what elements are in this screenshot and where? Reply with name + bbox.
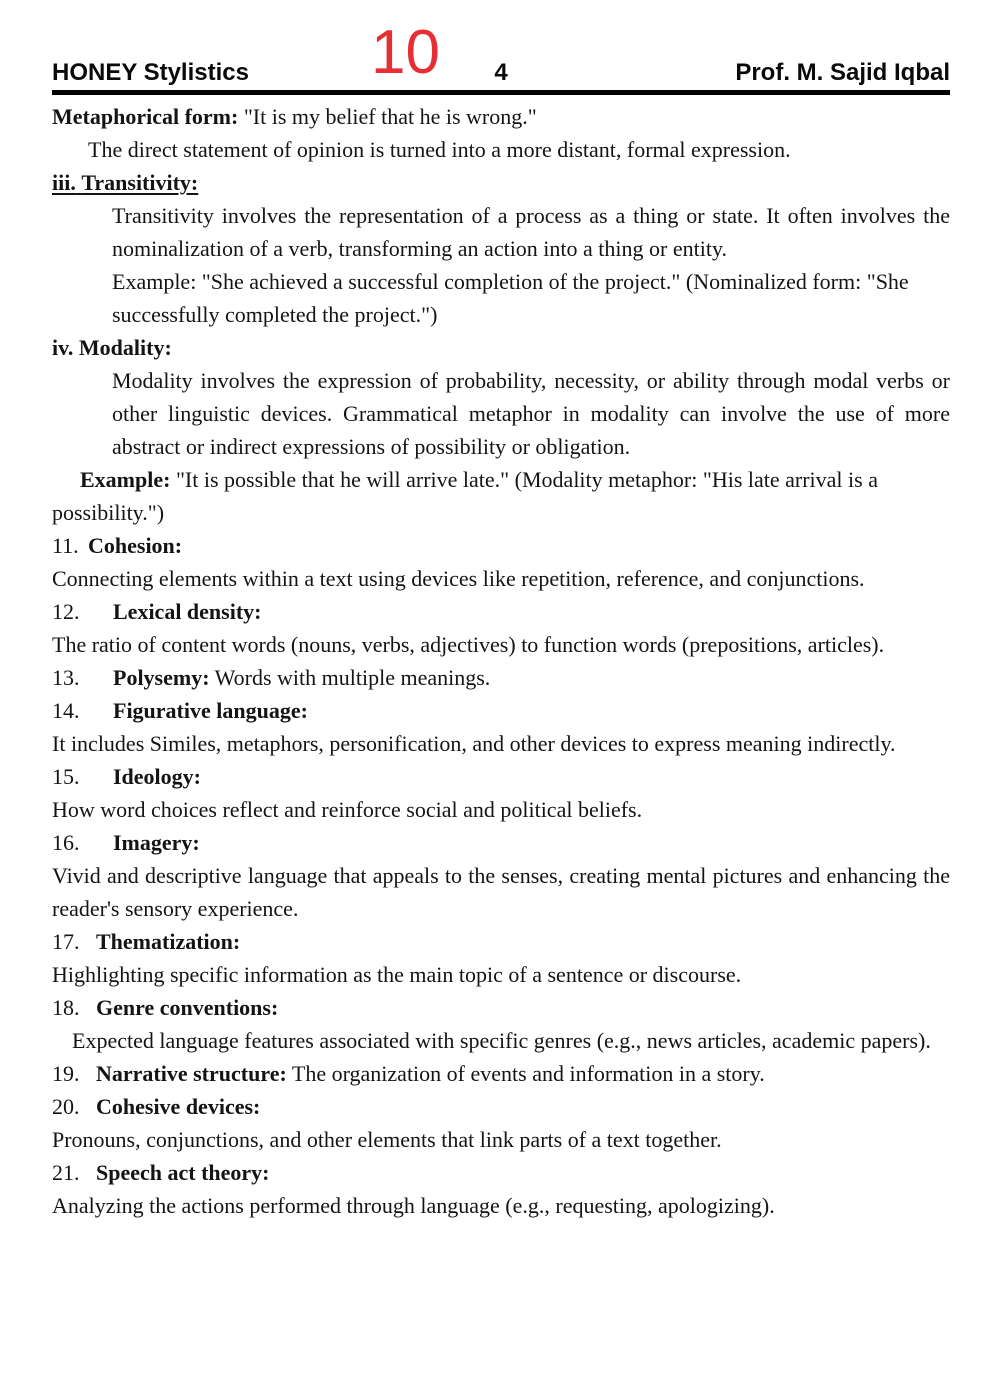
item-head — [52, 760, 950, 793]
list-item — [52, 1057, 950, 1090]
list-item — [52, 595, 950, 661]
modality-example-text: "It is possible that he will arrive late." (Modality metaphor: "His late arrival is a possibility.") — [52, 467, 878, 525]
item-number: 19. — [52, 1061, 80, 1086]
metaphorical-form-desc: The direct statement of opinion is turned into a more distant, formal expression. — [88, 137, 791, 162]
item-label: Thematization: — [96, 929, 241, 954]
item-desc: Highlighting specific information as the main topic of a sentence or discourse. — [52, 962, 742, 987]
item-inline-text: Words with multiple meanings. — [214, 665, 491, 690]
item-desc: It includes Similes, metaphors, personification, and other devices to express meaning indirectly. — [52, 731, 896, 756]
item-head — [52, 1090, 950, 1123]
item-desc: Vivid and descriptive language that appeals to the senses, creating mental pictures and enhancing the reader's sensory experience. — [52, 863, 950, 921]
list-item — [52, 661, 950, 694]
item-label: Speech act theory: — [96, 1160, 270, 1185]
item-head — [52, 925, 950, 958]
item-label: Cohesion: — [88, 533, 183, 558]
item-number: 16. — [52, 830, 80, 855]
transitivity-block — [112, 199, 950, 331]
heading-modality — [52, 331, 950, 364]
item-number: 20. — [52, 1094, 80, 1119]
modality-example-line — [52, 463, 950, 529]
transitivity-example: Example: "She achieved a successful completion of the project." (Nominalized form: "She successfully completed the project.") — [112, 269, 909, 327]
item-label: Ideology: — [113, 764, 201, 789]
list-item — [52, 826, 950, 925]
item-head — [52, 529, 950, 562]
heading-modality-label: Modality: — [78, 335, 172, 360]
header-author: Prof. M. Sajid Iqbal — [735, 59, 950, 86]
item-head — [52, 1156, 950, 1189]
item-number: 13. — [52, 665, 80, 690]
item-inline-text: The organization of events and information in a story. — [291, 1061, 765, 1086]
list-item — [52, 991, 950, 1057]
item-label: Narrative structure: — [96, 1061, 287, 1086]
item-number: 18. — [52, 995, 80, 1020]
item-head — [52, 661, 950, 694]
modality-paragraph: Modality involves the expression of probability, necessity, or ability through modal verbs or other linguistic devices. Grammatical metaphor in modality can involve the use of more abstract or indirect expressions of possibility or obligation. — [112, 368, 950, 459]
item-desc: Connecting elements within a text using devices like repetition, reference, and conjunctions. — [52, 566, 865, 591]
item-head — [52, 694, 950, 727]
item-label: Figurative language: — [113, 698, 308, 723]
header-title: HONEY Stylistics — [52, 59, 249, 86]
page-header — [52, 58, 950, 95]
item-label: Genre conventions: — [96, 995, 279, 1020]
item-number: 21. — [52, 1160, 80, 1185]
item-desc: The ratio of content words (nouns, verbs, adjectives) to function words (prepositions, articles). — [52, 632, 885, 657]
header-page-number: 4 — [494, 59, 508, 86]
item-number: 15. — [52, 764, 80, 789]
item-desc: Analyzing the actions performed through language (e.g., requesting, apologizing). — [52, 1193, 775, 1218]
list-item — [52, 760, 950, 826]
item-desc: Expected language features associated with specific genres (e.g., news articles, academic papers). — [72, 1028, 931, 1053]
item-label: Lexical density: — [113, 599, 262, 624]
heading-modality-num: iv. — [52, 335, 74, 360]
item-label: Cohesive devices: — [96, 1094, 261, 1119]
metaphorical-form-line — [52, 100, 950, 133]
list-item — [52, 529, 950, 595]
modality-block — [112, 364, 950, 463]
metaphorical-form-label: Metaphorical form: — [52, 104, 239, 129]
list-item — [52, 694, 950, 760]
heading-transitivity-label: Transitivity: — [81, 170, 199, 195]
list-item — [52, 925, 950, 991]
list-item — [52, 1156, 950, 1222]
item-head — [52, 991, 950, 1024]
heading-transitivity-num: iii. — [52, 170, 76, 195]
list-item — [52, 1090, 950, 1156]
item-head — [52, 595, 950, 628]
modality-example-label: Example: — [80, 467, 171, 492]
item-number: 11. — [52, 533, 79, 558]
handwritten-page-number: 10 — [371, 18, 440, 87]
item-desc: How word choices reflect and reinforce social and political beliefs. — [52, 797, 643, 822]
transitivity-paragraph: Transitivity involves the representation of a process as a thing or state. It often involves the nominalization of a verb, transforming an action into a thing or entity. — [112, 203, 950, 261]
metaphorical-form-text: "It is my belief that he is wrong." — [243, 104, 537, 129]
item-number: 14. — [52, 698, 80, 723]
item-number: 12. — [52, 599, 80, 624]
heading-transitivity — [52, 166, 950, 199]
document-body — [52, 100, 950, 1222]
item-desc: Pronouns, conjunctions, and other elements that link parts of a text together. — [52, 1127, 722, 1152]
item-label: Polysemy: — [113, 665, 210, 690]
item-head — [52, 826, 950, 859]
item-head — [52, 1057, 950, 1090]
item-number: 17. — [52, 929, 80, 954]
item-label: Imagery: — [113, 830, 200, 855]
